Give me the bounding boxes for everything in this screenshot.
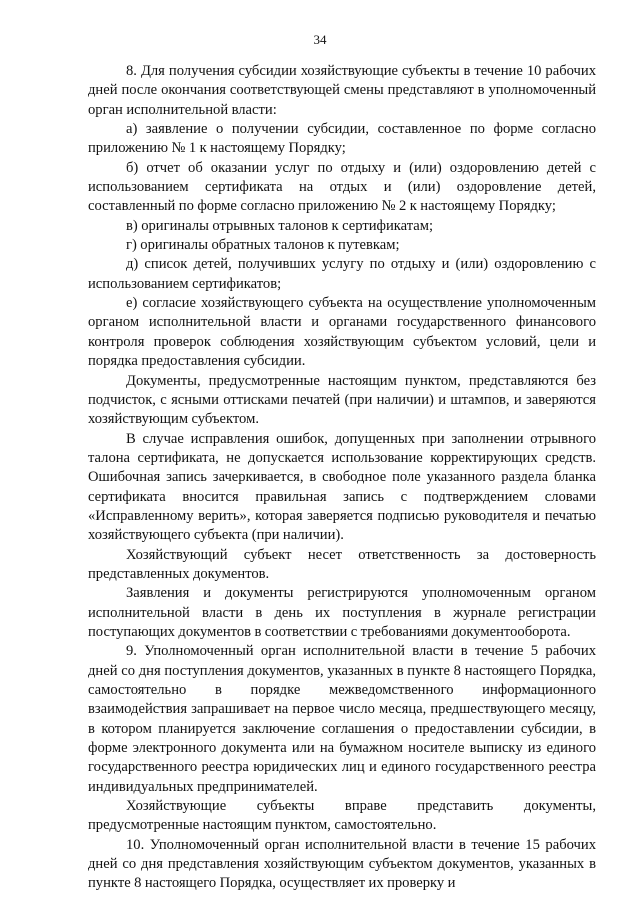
paragraph: Заявления и документы регистрируются уполномоченным органом исполнительной власти в день их поступления в журнале регистрации поступающих документов в соответствии с требованиями документооборота. <box>88 585 596 640</box>
paragraph: 9. Уполномоченный орган исполнительной власти в течение 5 рабочих дней со дня поступления документов, указанных в пункте 8 настоящего Порядка, самостоятельно в порядке межведомственного информационного взаимодействия запрашивает на первое число месяца, предшествующего месяцу, в котором планируется заключение соглашения о предоставлении субсидии, в форме электронного документа или на бумажном носителе выписку из единого государственного реестра юридических лиц и единого государственного реестра индивидуальных предпринимателей. <box>88 643 596 795</box>
paragraph: Хозяйствующий субъект несет ответственность за достоверность представленных документов. <box>88 546 596 582</box>
paragraph: д) список детей, получивших услугу по отдыху и (или) оздоровлению с использованием сертификатов; <box>88 256 596 292</box>
paragraph: В случае исправления ошибок, допущенных при заполнении отрывного талона сертификата, не допускается использование корректирующих средств. Ошибочная запись зачеркивается, в свободное поле указанного раздела бланка сертификата вносится правильная запись с подтверждением словами «Исправленному верить», которая заверяется подписью руководителя и печатью хозяйствующего субъекта (при наличии). <box>88 430 596 544</box>
paragraph: Документы, предусмотренные настоящим пунктом, представляются без подчисток, с ясными оттисками печатей (при наличии) и штампов, и заверяются хозяйствующим субъектом. <box>88 372 596 428</box>
page-number: 34 <box>313 32 327 47</box>
paragraph: а) заявление о получении субсидии, составленное по форме согласно приложению № 1 к настоящему Порядку; <box>88 121 596 157</box>
document-body <box>88 62 596 894</box>
paragraph: б) отчет об оказании услуг по отдыху и (или) оздоровлению детей с использованием сертификата на отдых и (или) оздоровление детей, составленный по форме согласно приложению № 2 к настоящему Порядку; <box>88 159 596 215</box>
paragraph: в) оригиналы отрывных талонов к сертификатам; <box>126 217 434 234</box>
paragraph: Хозяйствующие субъекты вправе представить документы, предусмотренные настоящим пунктом, самостоятельно. <box>88 798 596 834</box>
paragraph: 10. Уполномоченный орган исполнительной власти в течение 15 рабочих дней со дня представления хозяйствующим субъектом документов, указанных в пункте 8 настоящего Порядка, осуществляет их проверку и <box>88 836 596 892</box>
paragraph: е) согласие хозяйствующего субъекта на осуществление уполномоченным органом исполнительной власти и органами государственного финансового контроля проверок соблюдения хозяйствующим субъектом условий, цели и порядка предоставления субсидии. <box>88 295 596 370</box>
paragraph: 8. Для получения субсидии хозяйствующие субъекты в течение 10 рабочих дней после окончания соответствующей смены представляют в уполномоченный орган исполнительной власти: <box>88 63 596 118</box>
paragraph: г) оригиналы обратных талонов к путевкам; <box>126 237 400 254</box>
